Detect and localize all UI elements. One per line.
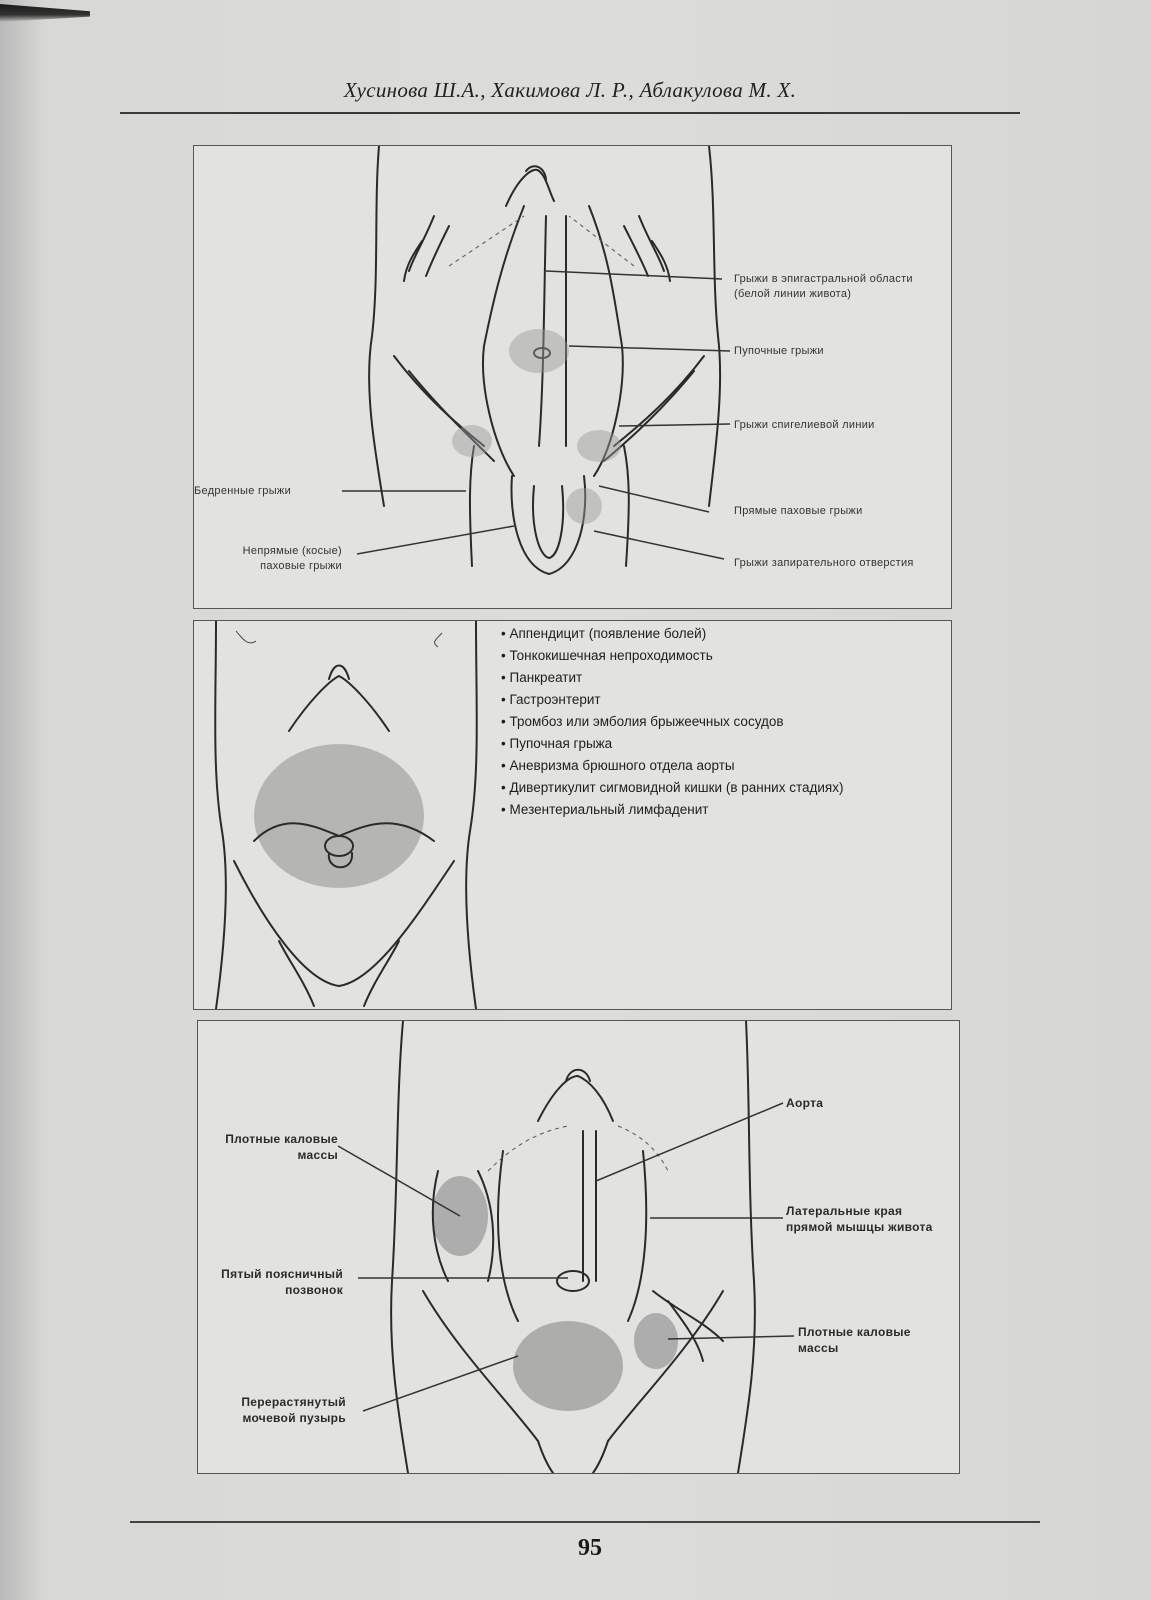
header-authors: Хусинова Ш.А., Хакимова Л. Р., Аблакулова М. Х. bbox=[343, 78, 797, 102]
running-header bbox=[120, 72, 1020, 114]
pain-cause-item: • Дивертикулит сигмовидной кишки (в ранних стадиях) bbox=[501, 777, 951, 799]
pain-cause-item: • Аппендицит (появление болей) bbox=[501, 623, 951, 645]
label-epigastric-hernia: Грыжи в эпигастральной области (белой линии живота) bbox=[734, 273, 913, 300]
label-femoral-hernia: Бедренные грыжи bbox=[194, 485, 292, 497]
pain-torso-drawing bbox=[194, 621, 494, 1009]
pain-cause-item: • Аневризма брюшного отдела аорты bbox=[501, 755, 951, 777]
pain-cause-item: • Пупочная грыжа bbox=[501, 733, 951, 755]
label-rectus-lateral-edges: Латеральные края прямой мышцы живота bbox=[786, 1204, 933, 1234]
pain-cause-item: • Гастроэнтерит bbox=[501, 689, 951, 711]
label-umbilical-hernia: Пупочные грыжи bbox=[734, 345, 824, 357]
figure-periumbilical-pain bbox=[193, 620, 952, 1010]
pain-cause-item: • Тромбоз или эмболия брыжеечных сосудов bbox=[501, 711, 951, 733]
hernia-torso-drawing bbox=[194, 146, 951, 608]
label-distended-bladder: Перерастянутый мочевой пузырь bbox=[241, 1395, 346, 1425]
pain-cause-item: • Мезентериальный лимфаденит bbox=[501, 799, 951, 821]
figure-hernia-locations bbox=[193, 145, 952, 609]
label-fifth-lumbar-vertebra: Пятый поясничный позвонок bbox=[221, 1267, 343, 1297]
pain-causes-list bbox=[501, 623, 951, 821]
label-spigelian-hernia: Грыжи спигелиевой линии bbox=[734, 419, 875, 431]
page-number: 95 bbox=[578, 1535, 602, 1561]
scan-corner-shadow bbox=[0, 4, 90, 22]
pain-cause-item: • Панкреатит bbox=[501, 667, 951, 689]
label-aorta: Аорта bbox=[786, 1096, 824, 1110]
label-direct-inguinal-hernia: Прямые паховые грыжи bbox=[734, 505, 863, 517]
figure-palpable-masses bbox=[197, 1020, 960, 1474]
label-indirect-inguinal-hernia: Непрямые (косые) паховые грыжи bbox=[242, 545, 342, 572]
label-obturator-hernia: Грыжи запирательного отверстия bbox=[734, 557, 914, 569]
footer-rule bbox=[130, 1521, 1040, 1523]
pain-cause-item: • Тонкокишечная непроходимость bbox=[501, 645, 951, 667]
label-fecal-masses-right: Плотные каловые массы bbox=[798, 1325, 911, 1355]
label-fecal-masses-left: Плотные каловые массы bbox=[225, 1132, 338, 1162]
